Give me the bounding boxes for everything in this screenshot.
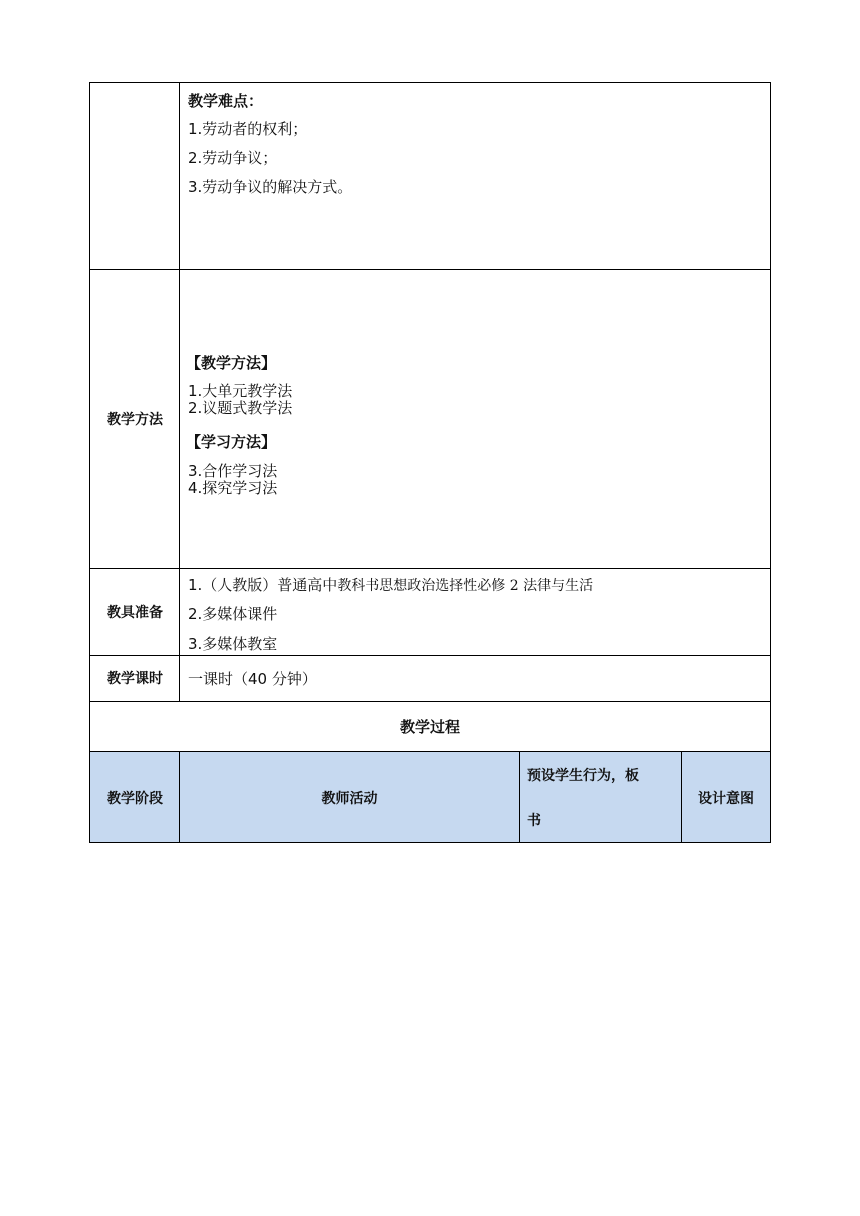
column-header-design-intent: 设计意图 xyxy=(698,791,754,807)
column-header-teacher-activity: 教师活动 xyxy=(321,791,378,807)
teaching-method-item: 1.大单元教学法 xyxy=(188,382,293,400)
materials-item-2: 2.多媒体课件 xyxy=(188,605,278,623)
row-divider xyxy=(89,269,771,270)
methods-label: 教学方法 xyxy=(107,412,163,428)
row-divider xyxy=(89,701,771,702)
row-divider xyxy=(89,568,771,569)
column-header-stage: 教学阶段 xyxy=(107,791,163,807)
learning-method-item: 3.合作学习法 xyxy=(188,462,278,480)
table-border-top xyxy=(89,82,771,83)
table-border-bottom xyxy=(89,842,771,843)
column-header-student-behavior-line2: 书 xyxy=(527,813,541,829)
column-divider xyxy=(519,751,520,843)
table-border-right xyxy=(770,82,771,843)
materials-item-1 xyxy=(188,575,593,596)
column-header-student-behavior-line1: 预设学生行为，板 xyxy=(527,768,639,784)
materials-item-1-prefix: 1.（人教版）普通高中 xyxy=(188,576,338,594)
teaching-method-item: 2.议题式教学法 xyxy=(188,399,293,417)
row-divider xyxy=(89,751,771,752)
teaching-methods-heading: 【教学方法】 xyxy=(186,354,277,372)
difficulty-item: 2.劳动争议； xyxy=(188,149,278,167)
materials-item-1-title: 教科书思想政治选择性必修 2 法律与生活 xyxy=(337,578,594,594)
process-title: 教学过程 xyxy=(399,718,460,736)
materials-item-3: 3.多媒体教室 xyxy=(188,635,278,653)
hours-label: 教学课时 xyxy=(107,671,163,687)
difficulty-heading: 教学难点： xyxy=(188,92,264,110)
difficulty-item: 1.劳动者的权利； xyxy=(188,120,308,138)
learning-method-item: 4.探究学习法 xyxy=(188,479,278,497)
row-divider xyxy=(89,655,771,656)
hours-value: 一课时（40 分钟） xyxy=(188,670,317,688)
materials-label: 教具准备 xyxy=(107,605,163,621)
learning-methods-heading: 【学习方法】 xyxy=(186,433,277,451)
difficulty-item: 3.劳动争议的解决方式。 xyxy=(188,178,353,196)
